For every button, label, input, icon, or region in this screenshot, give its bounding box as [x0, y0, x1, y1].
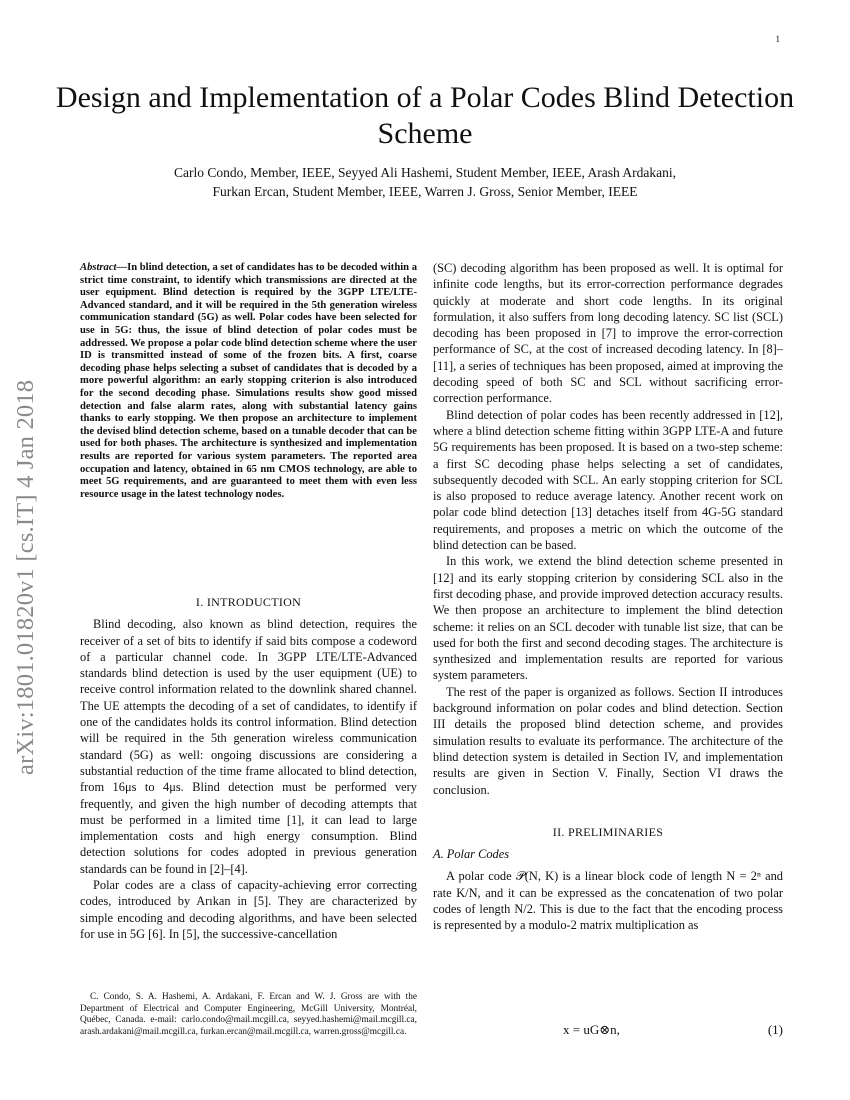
author-line-2: Furkan Ercan, Student Member, IEEE, Warren J. Gross, Senior Member, IEEE: [212, 184, 638, 199]
right-column-body: [433, 260, 783, 934]
subsection-heading-polar-codes: A. Polar Codes: [433, 847, 510, 862]
intro-paragraph-3: Blind detection of polar codes has been recently addressed in [12], where a blind detection scheme fitting within 3GPP LTE-A and future 5G requirements has been proposed. It is based on a two-step scheme: a first SC decoding phase helps selecting a set of candidates, subsequently decoded with SCL. An early stopping criterion for SCL is also proposed to reduce average latency. Another recent work on polar code blind detection [13] detaches itself from 4G-5G standard requirements, and proposes a metric on which the outcome of the blind detection can be based.: [433, 407, 783, 553]
abstract-text: —In blind detection, a set of candidates has to be decoded within a strict time constraint, to identify which transmissions are directed at the user equipment. Blind detection is required by the 3GPP LTE/LTE-Advanced standard, and it will be required in the 5th generation wireless communication standard (5G) as well. Polar codes have been selected for use in 5G: thus, the issue of blind detection of polar codes must be addressed. We propose a polar code blind detection scheme where the user ID is transmitted instead of some of the frozen bits. A first, coarse decoding phase helps selecting a subset of candidates that is decoded by a more powerful algorithm: an early stopping criterion is also introduced for the second decoding phase. Simulations results show good missed detection and false alarm rates, along with substantial latency gains thanks to early stopping. We then propose an architecture to implement the devised blind detection scheme, based on a tunable decoder that can be used for both phases. The architecture is synthesized and implementation results are reported for various system parameters. The reported area occupation and latency, obtained in 65 nm CMOS technology, are able to meet 5G requirements, and are guaranteed to meet them with even less resource usage in the latest technology nodes.: [80, 262, 417, 500]
preliminaries-paragraph-1: A polar code 𝒫(N, K) is a linear block code of length N = 2ⁿ and rate K/N, and it can be expressed as the concatenation of two polar codes of length N/2. This is due to the fact that the encoding process is represented by a modulo-2 matrix multiplication as: [433, 869, 783, 933]
footnote-text: C. Condo, S. A. Hashemi, A. Ardakani, F. Ercan and W. J. Gross are with the Department of Electrical and Computer Engineering, McGill University, Montréal, Québec, Canada. e-mail: carlo.condo@mail.mcgill.ca, seyyed.hashemi@mail.mcgill.ca, arash.ardakani@mail.mcgill.ca, furkan.ercan@mail.mcgill.ca, warren.gross@mcgill.ca.: [80, 992, 417, 1037]
paper-title: Design and Implementation of a Polar Codes Blind Detection Scheme: [55, 81, 795, 150]
page-number: 1: [775, 34, 780, 44]
intro-paragraph-2-continued: (SC) decoding algorithm has been proposed as well. It is optimal for infinite code lengths, but its error-correction performance degrades quickly at moderate and short code lengths. In its original formulation, it also suffers from long decoding latency. SC list (SCL) decoding has been proposed in [7] to improve the error-correction performance of SC, at the cost of increased decoding latency. In [8]–[11], a series of techniques has been proposed, aimed at improving the decoding speed of both SC and SCL without sacrificing error-correction performance.: [433, 261, 783, 406]
left-column-body: [80, 594, 417, 942]
author-list: [70, 163, 780, 201]
section-heading-preliminaries: II. PRELIMINARIES: [552, 824, 664, 839]
section-heading-introduction: I. INTRODUCTION: [195, 595, 302, 609]
intro-paragraph-5: The rest of the paper is organized as follows. Section II introduces background information on polar codes and blind detection. Section III details the proposed blind detection scheme, and provides simulation results to evaluate its performance. The architecture of the blind detection system is detailed in Section IV, and implementation results are given in Section V. Finally, Section VI draws the conclusion.: [433, 684, 783, 797]
intro-paragraph-2: Polar codes are a class of capacity-achieving error correcting codes, introduced by Arıkan in [5]. They are characterized by simple encoding and decoding algorithms, and have been selected for use in 5G [6]. In [5], the successive-cancellation: [80, 878, 417, 941]
equation-1: [433, 1022, 783, 1042]
author-affiliation-footnote: [80, 992, 417, 1038]
intro-paragraph-1: Blind decoding, also known as blind detection, requires the receiver of a set of bits to identify if said bits compose a codeword of a particular channel code. In 3GPP LTE/LTE-Advanced standards blind detection is used by the user equipment (UE) to receive control information related to the downlink shared channel. The UE attempts the decoding of a set of candidates, to identify if one of the candidates holds its control information. Blind detection will be required in the 5th generation wireless communication standard (5G) as well: ongoing discussions are considering a substantial reduction of the time frame allocated to blind detection, from 16μs to 4μs. Blind detection must be performed very frequently, and given the high number of decoding attempts that must be performed in a limited time [1], it can lead to large implementation costs and high energy consumption. Blind detection solutions for codes adopted in previous generation standards can be found in [2]–[4].: [80, 617, 417, 876]
abstract: [80, 262, 417, 501]
intro-paragraph-4: In this work, we extend the blind detection scheme presented in [12] and its early stopping criterion by considering SCL also in the first decoding phase, and provide improved detection accuracy results. We then propose an architecture to implement the blind detection scheme: it relies on an SCL decoder with tunable list size, that can be used for both the first and second decoding stages. The architecture is synthesized and implementation results are reported for various system parameters.: [433, 554, 783, 683]
author-line-1: Carlo Condo, Member, IEEE, Seyyed Ali Hashemi, Student Member, IEEE, Arash Ardakani,: [173, 165, 677, 180]
abstract-label: Abstract: [80, 262, 117, 273]
equation-number: (1): [767, 1022, 783, 1037]
equation-body: x = uG⊗n,: [563, 1022, 620, 1037]
arxiv-identifier: arXiv:1801.01820v1 [cs.IT] 4 Jan 2018: [12, 379, 39, 775]
